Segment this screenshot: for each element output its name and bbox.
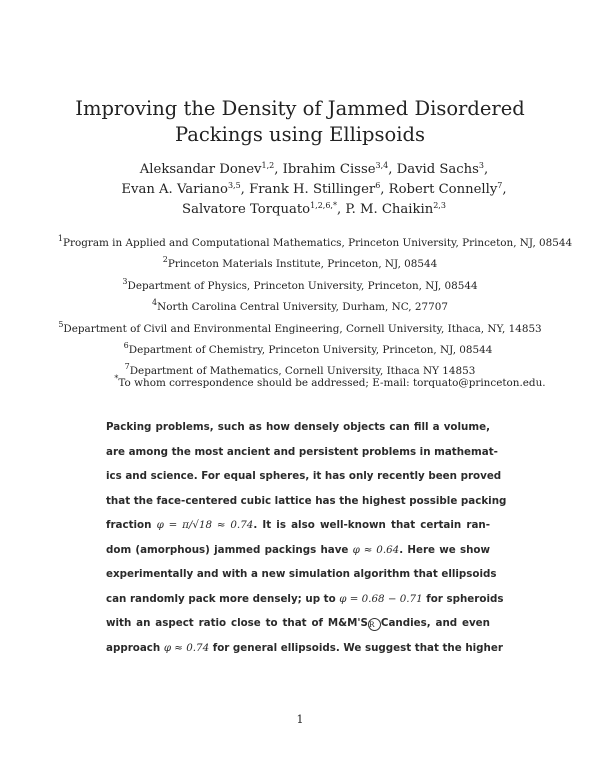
affiliation-text: Department of Chemistry, Princeton University, Princeton, NJ, 08544 xyxy=(128,344,493,357)
abstract-line xyxy=(106,513,490,538)
abstract-text: dom (amorphous) jammed packings have xyxy=(106,543,353,556)
abstract-text: . Here we show xyxy=(399,543,490,556)
affiliation-text: North Carolina Central University, Durham, NC, 27707 xyxy=(157,301,448,314)
correspondence-note xyxy=(0,375,600,391)
abstract-line xyxy=(106,636,503,661)
affiliation xyxy=(30,233,600,254)
author-name: Frank H. Stillinger xyxy=(249,182,376,197)
author-name: Robert Connelly xyxy=(388,182,498,197)
affiliation-number: 7 xyxy=(124,362,130,372)
affiliation-text: Princeton Materials Institute, Princeton, NJ, 08544 xyxy=(167,258,438,271)
registered-mark-icon: R xyxy=(368,618,381,631)
author-name: P. M. Chaikin xyxy=(345,202,434,217)
affiliation-text: Department of Mathematics, Cornell University, Ithaca NY 14853 xyxy=(129,365,476,378)
random-packing-formula: φ ≈ 0.64 xyxy=(352,543,400,556)
author-name: Salvatore Torquato xyxy=(182,202,311,217)
abstract-line xyxy=(106,538,490,563)
title-line-2: Packings using Ellipsoids xyxy=(174,123,426,146)
author-affiliation: 1,2,6,* xyxy=(310,201,337,210)
affiliation-list xyxy=(0,233,600,383)
author-name: Ibrahim Cisse xyxy=(282,162,376,177)
affiliation xyxy=(16,340,600,361)
affiliation xyxy=(0,319,600,340)
abstract-text: for spheroids xyxy=(422,592,504,605)
affiliation xyxy=(0,276,600,297)
abstract-line: are among the most ancient and persistent problems in mathemat- xyxy=(106,445,498,458)
title-line-1: Improving the Density of Jammed Disordered xyxy=(75,97,525,120)
author-list xyxy=(0,160,600,220)
author-affiliation: 3,5 xyxy=(227,181,241,190)
correspondence-mark: * xyxy=(114,374,119,383)
author-name: Evan A. Variano xyxy=(121,182,228,197)
author-affiliation: 3,4 xyxy=(375,161,389,170)
abstract-text: approach xyxy=(106,641,164,654)
abstract-text: . It is also well-known that certain ran- xyxy=(253,519,490,531)
abstract-text: with an aspect ratio close to that of M&M'S xyxy=(106,617,368,629)
abstract-line: ics and science. For equal spheres, it has only recently been proved xyxy=(106,470,502,482)
author-affiliation: 6 xyxy=(375,181,381,190)
affiliation-text: Department of Physics, Princeton University, Princeton, NJ, 08544 xyxy=(127,279,478,292)
affiliation-number: 6 xyxy=(123,341,129,351)
author-name: Aleksandar Donev xyxy=(139,162,262,177)
abstract-line: Packing problems, such as how densely objects can fill a volume, xyxy=(106,421,490,433)
author-line: Aleksandar Donev$^{1,2}$, Ibrahim Cisse$^{3,4}$, David Sachs$^3$, xyxy=(139,161,489,177)
author-line: Evan A. Variano$^{3,5}$, Frank H. Stillinger$^6$, Robert Connelly$^7$, xyxy=(121,181,507,197)
abstract-text: fraction xyxy=(106,519,157,531)
author-affiliation: 1,2 xyxy=(261,161,275,170)
affiliation-text: Department of Civil and Environmental Engineering, Cornell University, Ithaca, NY, 14853 xyxy=(63,322,542,335)
paper-title xyxy=(0,96,600,148)
abstract-line: experimentally and with a new simulation algorithm that ellipsoids xyxy=(106,568,497,580)
author-affiliation: 7 xyxy=(497,181,503,190)
abstract-text: Candies, and even xyxy=(380,617,491,629)
author-name: David Sachs xyxy=(396,162,479,177)
author-line: Salvatore Torquato$^{1,2,6,*}$, P. M. Chaikin$^{2,3}$ xyxy=(182,201,446,217)
affiliation xyxy=(0,297,600,318)
affiliation-number: 1 xyxy=(57,234,63,243)
affiliation-number: 3 xyxy=(122,276,128,286)
affiliation-text: Program in Applied and Computational Mathematics, Princeton University, Princeton, NJ, 08544 xyxy=(62,237,573,249)
ellipsoid-density-formula: φ ≈ 0.74 xyxy=(163,641,210,654)
abstract-line xyxy=(106,587,504,612)
abstract-line: that the face-centered cubic lattice has the highest possible packing xyxy=(106,494,507,507)
page-number: 1 xyxy=(296,713,304,726)
affiliation xyxy=(0,254,600,275)
author-affiliation: 2,3 xyxy=(433,201,446,210)
abstract-text: for general ellipsoids. We suggest that the higher xyxy=(209,641,503,654)
correspondence-text: To whom correspondence should be addressed; E-mail: torquato@princeton.edu. xyxy=(118,377,546,389)
abstract xyxy=(106,415,507,660)
spheroid-density-formula: φ = 0.68 − 0.71 xyxy=(339,592,423,605)
affiliation-number: 5 xyxy=(58,319,64,329)
packing-fraction-formula: φ = π/√18 ≈ 0.74 xyxy=(156,519,254,531)
affiliation-number: 4 xyxy=(152,298,158,308)
author-affiliation: 3 xyxy=(478,161,485,170)
affiliation-number: 2 xyxy=(162,255,168,265)
abstract-line xyxy=(106,611,490,636)
abstract-text: can randomly pack more densely; up to xyxy=(106,592,340,605)
